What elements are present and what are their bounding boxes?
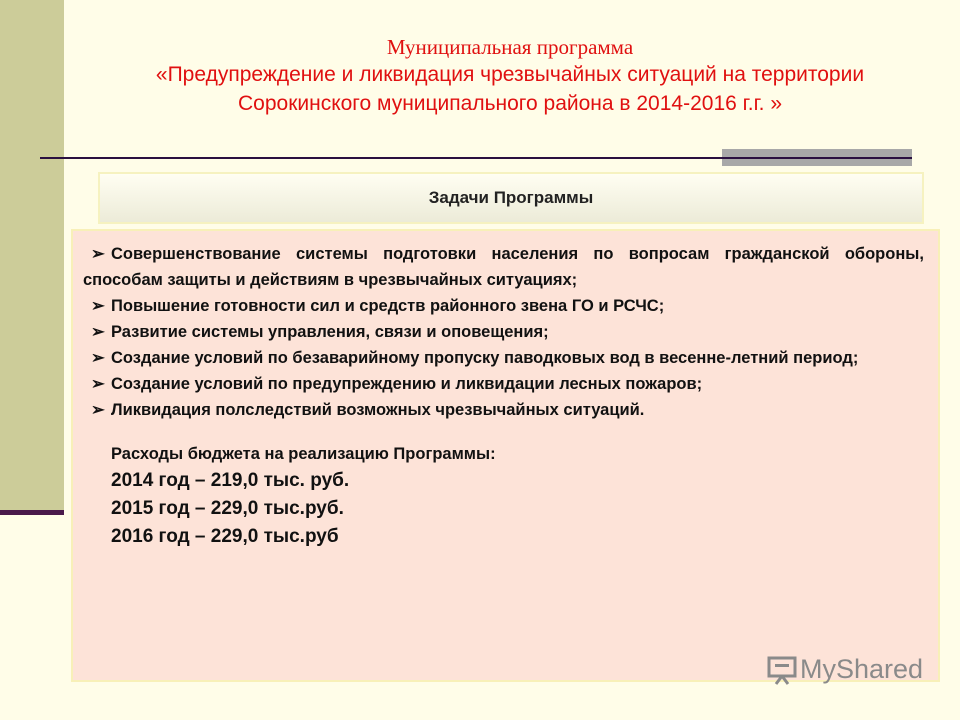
- left-decor-bar: [0, 0, 64, 515]
- watermark: [766, 654, 923, 685]
- arrow-bullet-icon: ➢: [91, 375, 105, 393]
- budget-title: Расходы бюджета на реализацию Программы:: [111, 445, 496, 463]
- presentation-icon: [766, 655, 800, 685]
- list-item-text: Повышение готовности сил и средств районного звена ГО и РСЧС;: [111, 297, 665, 315]
- budget-line-2015: 2015 год – 229,0 тыс.руб.: [111, 498, 344, 519]
- list-item-text: Ликвидация полследствий возможных чрезвычайных ситуаций.: [111, 401, 645, 419]
- arrow-bullet-icon: ➢: [91, 245, 105, 263]
- watermark-text: MyShared: [800, 654, 924, 684]
- budget-line-2014: 2014 год – 219,0 тыс. руб.: [111, 470, 350, 491]
- list-item: [83, 241, 924, 293]
- title-line-1: Муниципальная программа: [386, 35, 634, 59]
- title-line-2: «Предупреждение и ликвидация чрезвычайных ситуаций на территории: [155, 63, 865, 86]
- list-item: [83, 319, 924, 345]
- budget-block: [83, 441, 924, 551]
- slide-title: [70, 35, 950, 118]
- list-item-text: Создание условий по предупреждению и ликвидации лесных пожаров;: [111, 375, 703, 393]
- list-item: [83, 397, 924, 423]
- left-decor-line: [0, 510, 64, 515]
- arrow-bullet-icon: ➢: [91, 349, 105, 367]
- title-line-3: Сорокинского муниципального района в 2014-2016 г.г. »: [237, 92, 783, 115]
- arrow-bullet-icon: ➢: [91, 323, 105, 341]
- list-item-text: Развитие системы управления, связи и оповещения;: [111, 323, 549, 341]
- list-item: [83, 371, 924, 397]
- content-box: [71, 229, 940, 682]
- arrow-bullet-icon: ➢: [91, 297, 105, 315]
- list-item: [83, 345, 924, 371]
- budget-line-2016: 2016 год – 229,0 тыс.руб: [111, 526, 339, 547]
- tasks-list: [83, 241, 924, 423]
- list-item: [83, 293, 924, 319]
- list-item-text: Создание условий по безаварийному пропуску паводковых вод в весенне-летний период;: [111, 349, 859, 367]
- arrow-bullet-icon: ➢: [91, 401, 105, 419]
- divider-line-accent: [722, 157, 912, 159]
- tasks-header: Задачи Программы: [98, 172, 924, 224]
- list-item-text: Совершенствование системы подготовки населения по вопросам гражданской обороны, способам защиты и действиям в чрезвычайных ситуациях;: [83, 245, 924, 289]
